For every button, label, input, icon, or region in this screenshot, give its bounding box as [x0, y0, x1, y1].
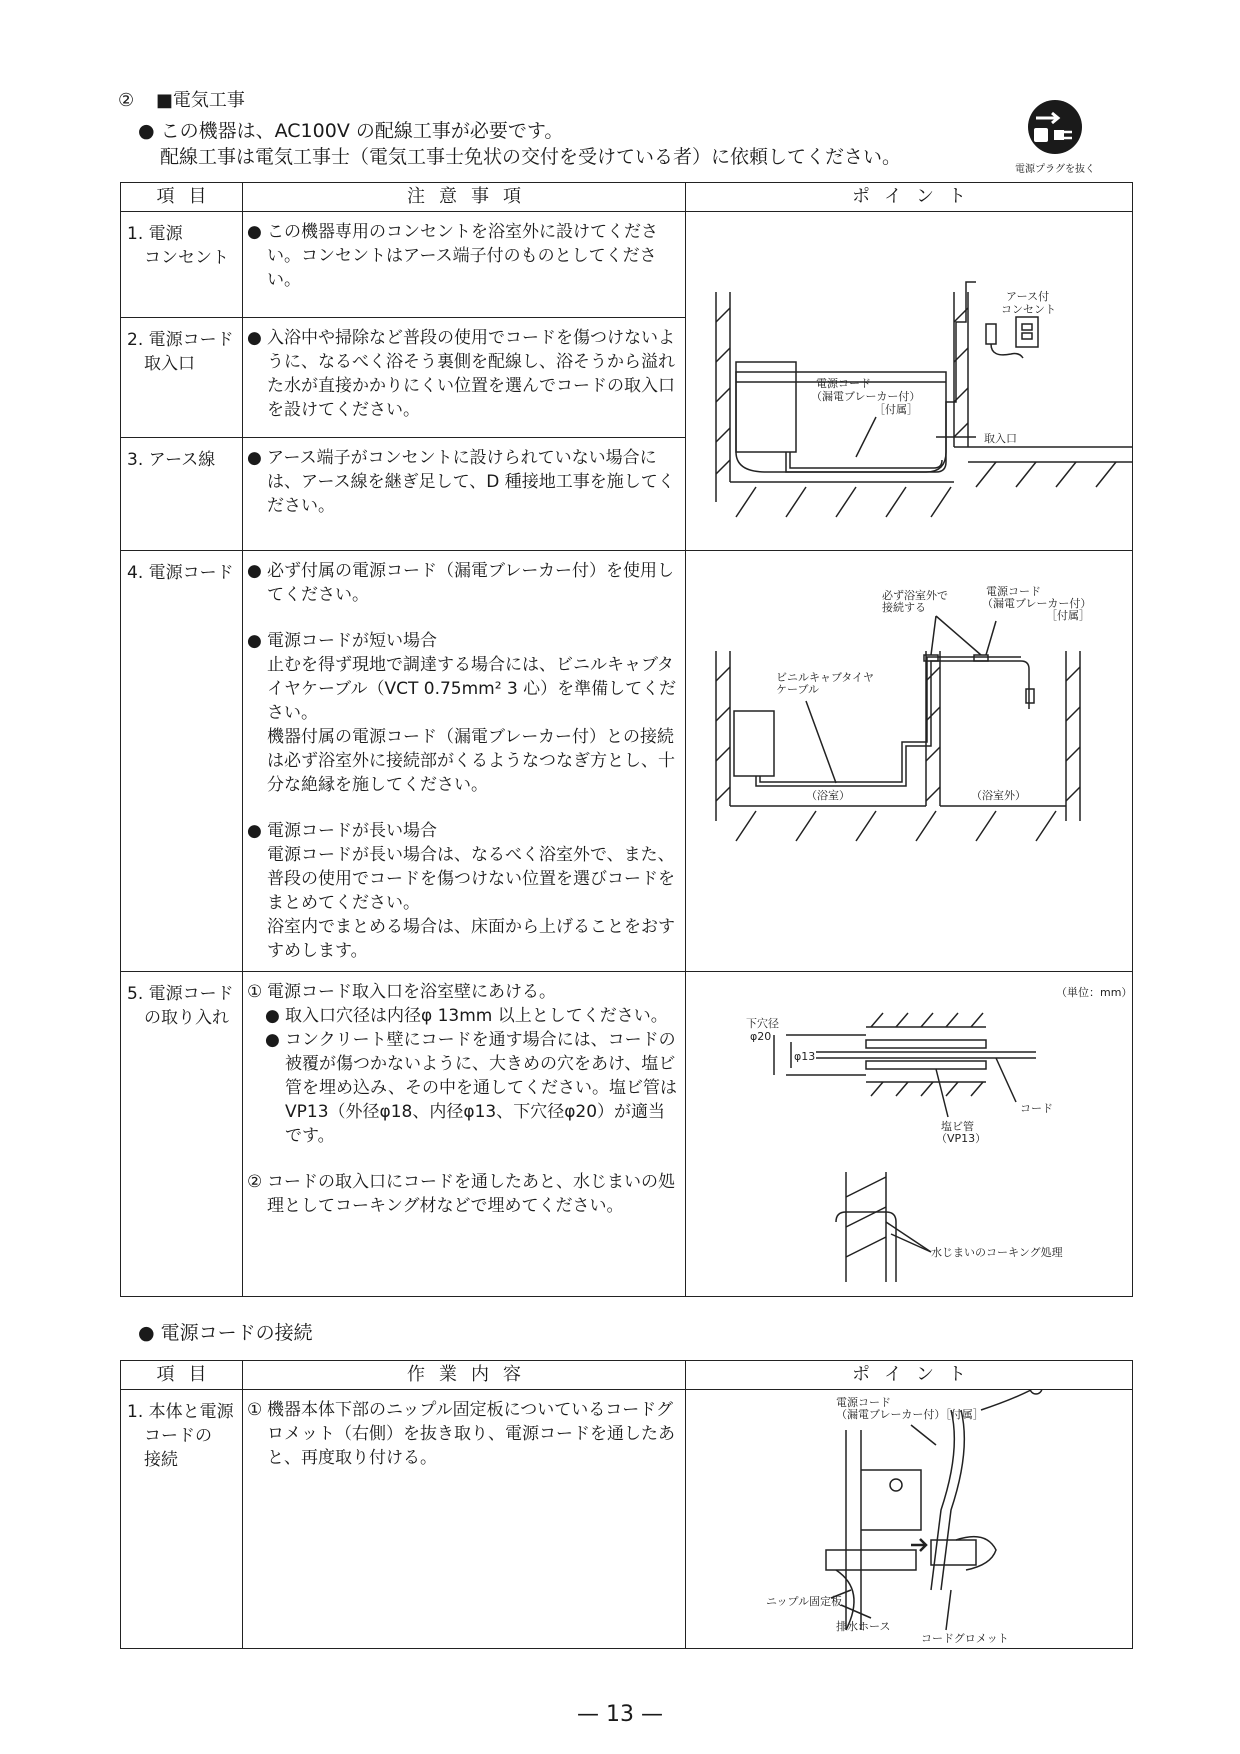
t2-row-step: 機器本体下部のニップル固定板についているコードグロメット（右側）を抜き取り、電源コードを通したあと、再度取り付ける。 — [267, 1400, 675, 1468]
header-notes: 注意事項 — [243, 183, 686, 212]
row4-short-title: 電源コードが短い場合 — [267, 631, 437, 651]
section-heading — [118, 86, 245, 112]
header-item: 項目 — [121, 183, 243, 212]
section2-heading: ● 電源コードの接続 — [138, 1322, 313, 1344]
row2-item: 2. 電源コード 取入口 — [127, 330, 234, 375]
figure-grommet — [686, 1390, 1133, 1649]
header-point: ポイント — [686, 183, 1133, 212]
page-number: — 13 — — [577, 1702, 663, 1727]
row4-note1: 必ず付属の電源コード（漏電ブレーカー付）を使用してください。 — [267, 561, 674, 605]
svg-text:φ13: φ13 — [794, 1050, 816, 1063]
row5-step1: 電源コード取入口を浴室壁にあける。 — [267, 982, 556, 1002]
unplug-badge — [1000, 98, 1110, 175]
row4-long-title: 電源コードが長い場合 — [267, 821, 437, 841]
svg-text:排水ホース: 排水ホース — [836, 1620, 891, 1633]
cord-connection-table: 項目 作業内容 ポイント 1. 本体と電源 コードの 接続 ① 機器本体下部のニップル固定板についているコードグロメット（右側）を抜き取り、電源コードを通したあと、再度取り付ける。 電源コード（漏電ブレーカー付）［付属］ ニップル固定板 排水ホース コードグロメット — [120, 1360, 1133, 1649]
t2-header-item: 項目 — [121, 1361, 243, 1390]
intro-text: ● この機器は、AC100V の配線工事が必要です。 配線工事は電気工事士（電気工事士免状の交付を受けている者）に依頼してください。 — [138, 120, 902, 168]
figure-wall-hole — [686, 972, 1133, 1297]
figure-cable-connection — [686, 551, 1133, 972]
svg-text:電源コード（漏電ブレーカー付）［付属］: 電源コード（漏電ブレーカー付）［付属］ — [836, 1396, 984, 1421]
t2-header-work: 作業内容 — [243, 1361, 686, 1390]
svg-text:（浴室外）: （浴室外） — [971, 789, 1026, 802]
intro-line-2: 配線工事は電気工事士（電気工事士免状の交付を受けている者）に依頼してください。 — [160, 146, 902, 168]
fig1-outlet-label: アース付コンセント — [1001, 290, 1056, 316]
section2-title: 電源コードの接続 — [160, 1322, 313, 1344]
section-title: ■電気工事 — [155, 90, 245, 111]
t2-row-item: 1. 本体と電源 コードの 接続 — [127, 1402, 234, 1470]
svg-text:水じまいのコーキング処理: 水じまいのコーキング処理 — [931, 1246, 1063, 1259]
row1-note: この機器専用のコンセントを浴室外に設けてください。コンセントはアース端子付のものとしてください。 — [267, 222, 658, 290]
svg-text:下穴径φ20: 下穴径 φ20 — [746, 1017, 779, 1043]
svg-text:電源コード（漏電ブレーカー付）［付属］: 電源コード（漏電ブレーカー付）［付属］ — [811, 377, 921, 416]
row5-step1a: 取入口穴径は内径φ 13mm 以上としてください。 — [285, 1006, 668, 1026]
svg-text:コード: コード — [1020, 1102, 1053, 1115]
row5-step2: コードの取入口にコードを通したあと、水じまいの処理としてコーキング材などで埋めてください。 — [267, 1172, 675, 1216]
row5-item: 5. 電源コード の取り入れ — [127, 984, 234, 1028]
svg-text:電源コード（漏電ブレーカー付）［付属］: 電源コード（漏電ブレーカー付）［付属］ — [982, 585, 1092, 622]
row4-short-body2: 機器付属の電源コード（漏電ブレーカー付）との接続は必ず浴室外に接続部がくるようなつなぎ方とし、十分な絶縁を施してください。 — [267, 727, 675, 795]
row1-item: 1. 電源 コンセント — [127, 224, 229, 268]
svg-text:塩ビ管（VP13）: 塩ビ管（VP13） — [936, 1120, 987, 1145]
intro-line-1: この機器は、AC100V の配線工事が必要です。 — [160, 120, 564, 142]
row4-item: 4. 電源コード — [127, 563, 234, 583]
row5-step1b: コンクリート壁にコードを通す場合には、コードの被覆が傷つかないように、大きめの穴をあけ、塩ビ管を埋め込み、その中を通してください。塩ビ管は VP13（外径φ18、内径φ13、下穴径φ20）が適当です。 — [285, 1030, 678, 1146]
svg-text:取入口: 取入口 — [984, 432, 1017, 445]
svg-text:（浴室）: （浴室） — [806, 789, 850, 802]
unplug-label: 電源プラグを抜く — [1015, 164, 1095, 175]
row3-note: アース端子がコンセントに設けられていない場合には、アース線を継ぎ足して、D 種接地工事を施してください。 — [267, 448, 675, 517]
section-number: ② — [118, 90, 135, 111]
unplug-icon — [1022, 98, 1088, 156]
svg-text:必ず浴室外で接続する: 必ず浴室外で接続する — [882, 589, 948, 614]
row3-item: 3. アース線 — [127, 450, 216, 471]
page-number-value: 13 — [606, 1702, 634, 1727]
fig3-unit: （単位：mm） — [1056, 986, 1133, 999]
electrical-work-table: 項目 注意事項 ポイント 1. 電源 コンセント ● この機器専用のコンセントを浴室外に設けてください。コンセントはアース端子付のものとしてください。 アース付コンセント 電源コード（漏電ブレーカー付）［付属］ 取入口 2. 電源コード 取入口 ● 入浴中や掃除など普段の使用でコードを傷つけないように、なるべく浴そう裏側を配線し、浴そうから溢れた水が直接かかりにくい位置を選んでコードの取入口を設けてください。 3. アース線 ● アース端子がコンセントに設けられていない場合には、アース線を継ぎ足して、D 種接地工事を施してください。 4. 電源コード ● 必ず付属の電源コード（漏電ブレーカー付）を使用してください。 ● 電源コードが短い場合 止むを得ず現地で調達する場合には、ビニルキャブタイヤケーブル（VCT 0.75mm² 3 心）を準備してください。 機器付属の電源コード（漏電ブレーカー付）との接続は必ず浴室外に接続部がくるようなつなぎ方とし、十分な絶縁を施してください。 ● 電源コードが長い場合 電源コードが長い場合は、なるべく浴室外で、また、普段の使用でコードを傷つけない位置を選びコードをまとめてください。 浴室内でまとめる場合は、床面から上げることをおすすめします。 必ず浴室外で接続する 電源コード（漏電ブレーカー付）［付属］ ビニルキャブタイヤケーブル （浴室） （浴室外） 5. 電源コード の取り入れ ① 電源コード取入口を浴室壁にあける。 ● 取入口穴径は内径φ 13mm 以上としてください。 ● コンクリート壁にコードを通す場合には、コードの被覆が傷つかないように、大きめの穴をあけ、塩ビ管を埋め込み、その中を通してください。塩ビ管は VP13（外径φ18、内径φ13、下穴径φ20）が適当です。 ② コードの取入口にコードを通したあと、水じまいの処理としてコーキング材などで埋めてください。 （単位：mm） 下穴径 φ20 φ13 コード 塩ビ管（VP13） 水じまいのコーキング処理 — [120, 182, 1133, 1297]
figure-bathtub-outlet — [686, 212, 1133, 551]
svg-text:ニップル固定板: ニップル固定板 — [766, 1595, 843, 1608]
row4-short-body1: 止むを得ず現地で調達する場合には、ビニルキャブタイヤケーブル（VCT 0.75mm² 3 心）を準備してください。 — [267, 655, 677, 723]
row4-long-body1: 電源コードが長い場合は、なるべく浴室外で、また、普段の使用でコードを傷つけない位置を選びコードをまとめてください。 — [267, 845, 675, 913]
svg-text:ビニルキャブタイヤケーブル: ビニルキャブタイヤケーブル — [776, 671, 875, 696]
t2-header-point: ポイント — [686, 1361, 1133, 1390]
svg-text:コードグロメット: コードグロメット — [921, 1632, 1009, 1645]
row4-long-body2: 浴室内でまとめる場合は、床面から上げることをおすすめします。 — [267, 917, 675, 961]
row2-note: 入浴中や掃除など普段の使用でコードを傷つけないように、なるべく浴そう裏側を配線し、浴そうから溢れた水が直接かかりにくい位置を選んでコードの取入口を設けてください。 — [267, 328, 675, 421]
